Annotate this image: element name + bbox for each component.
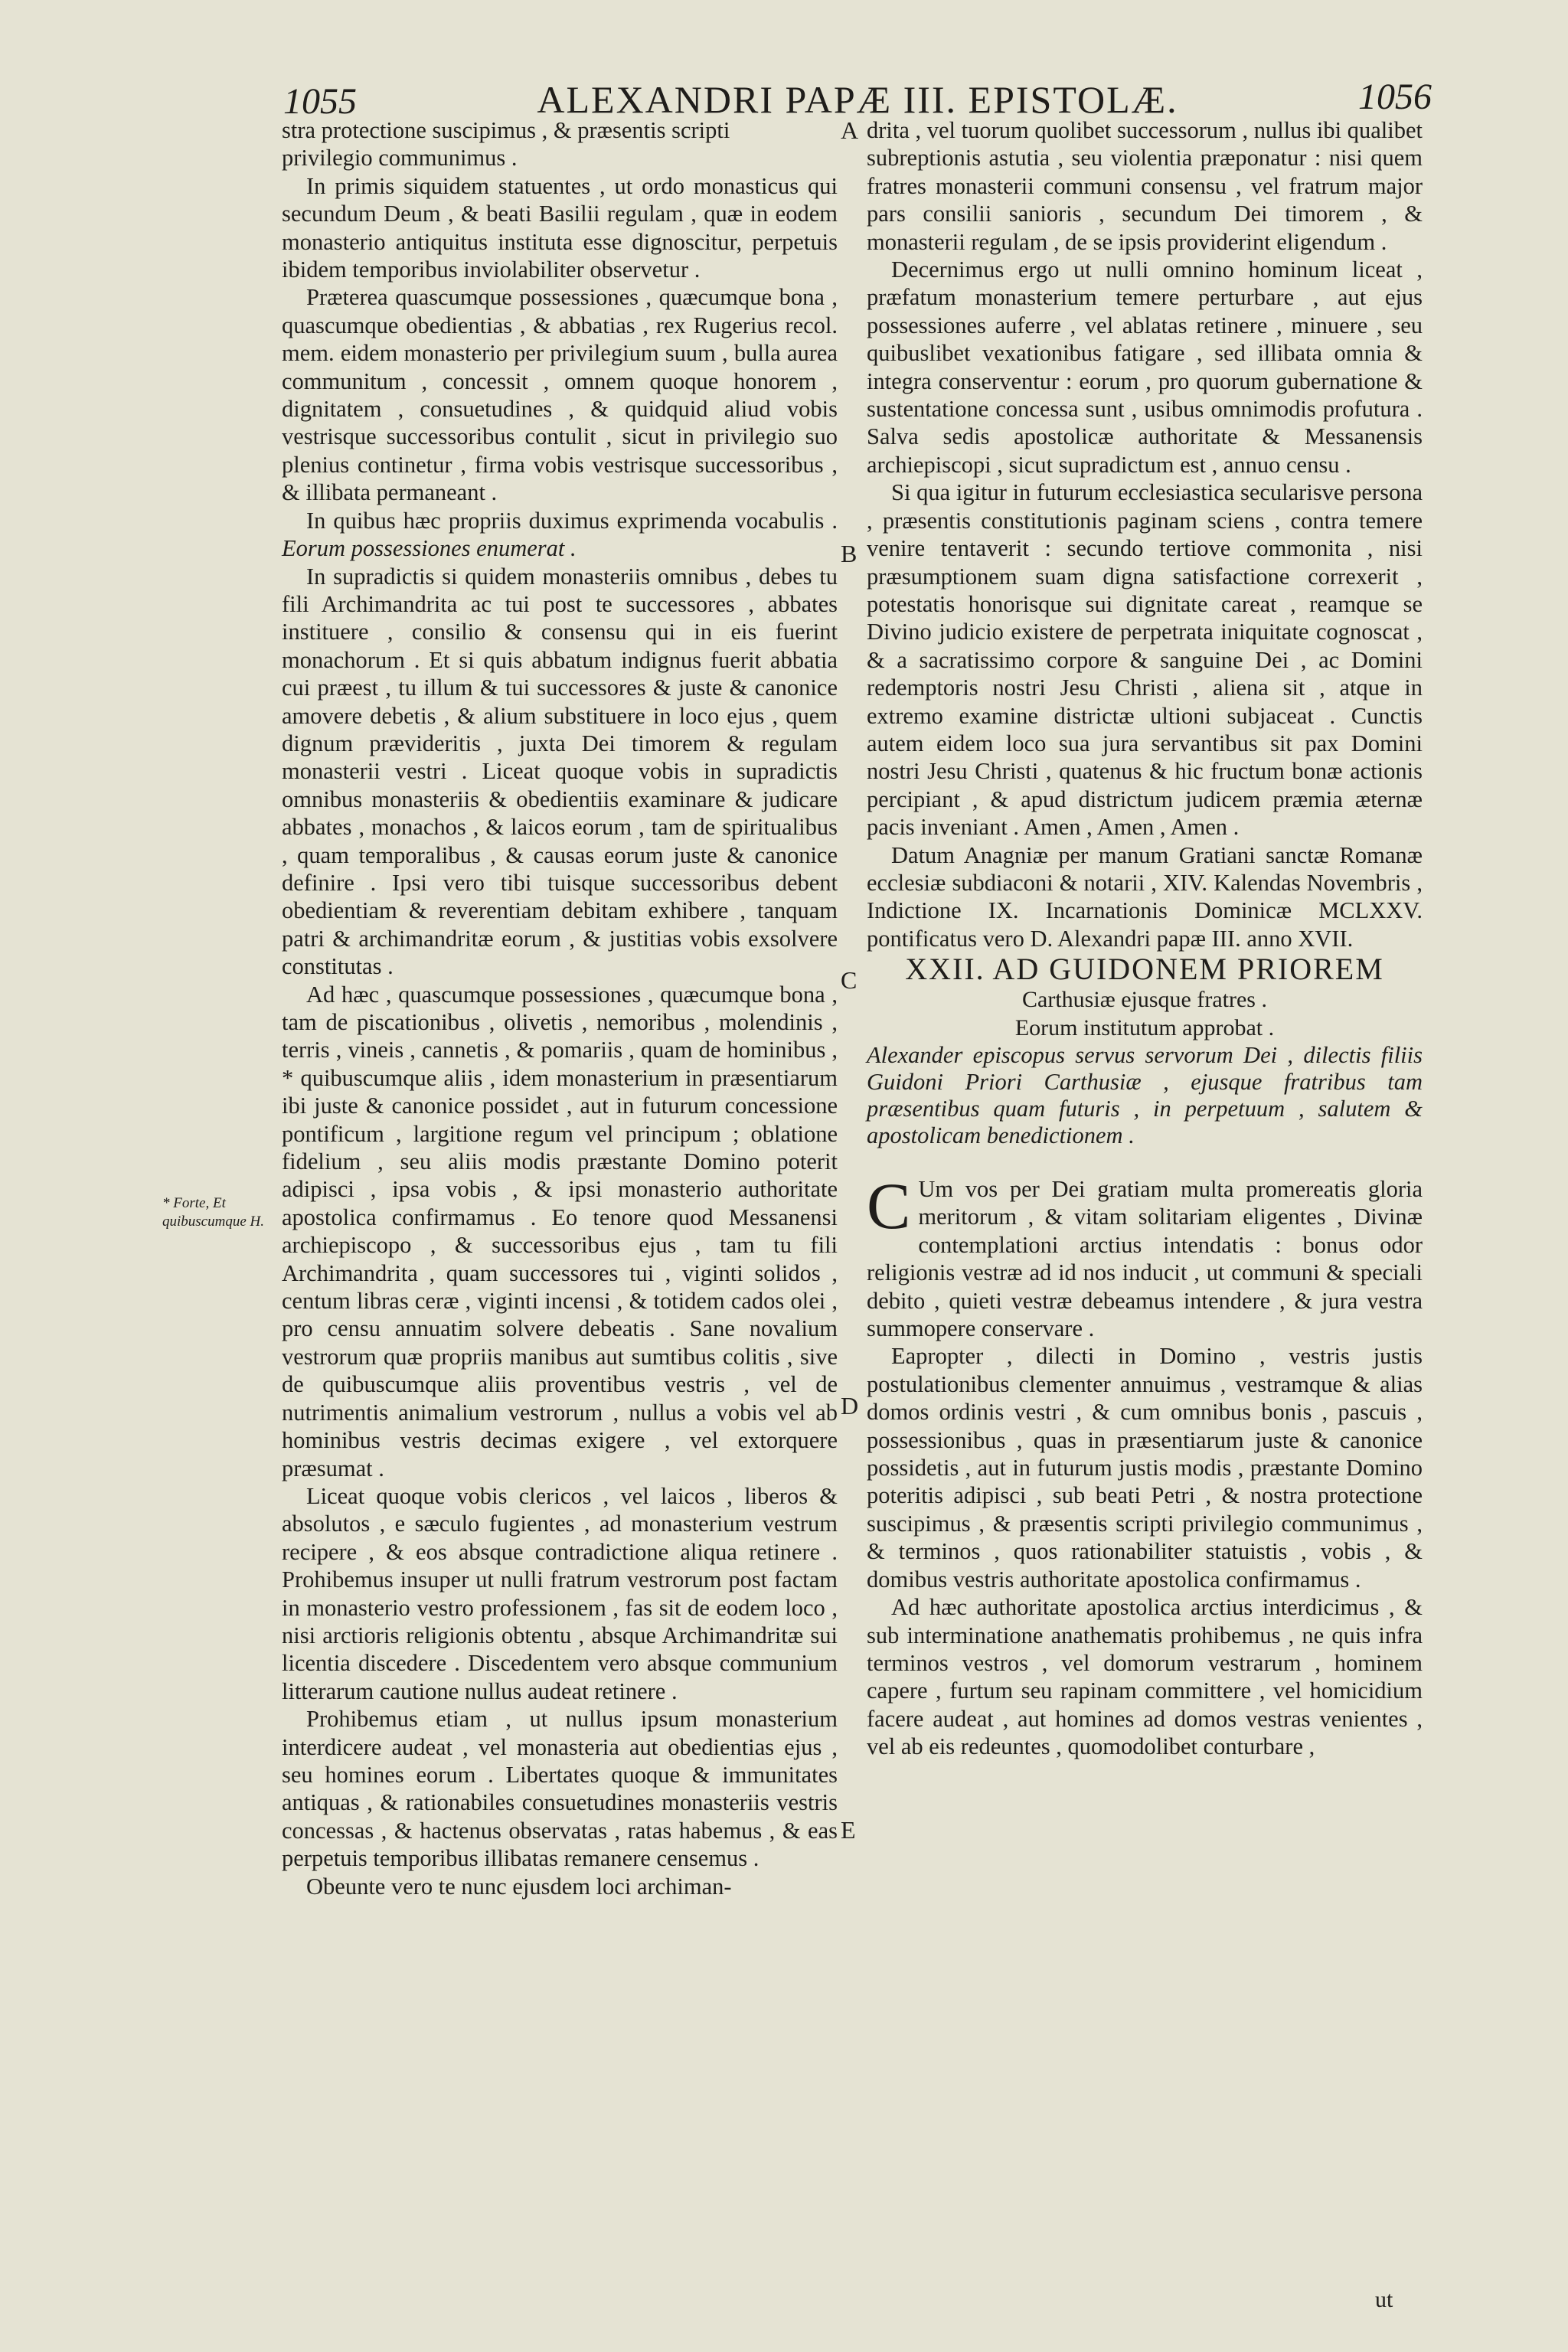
paragraph: Ad hæc , quascumque possessiones , quæcumque bona , tam de piscationibus , olivetis , nemoribus , molendinis , terris , vineis , cannetis , & pomariis , quam de hominibus , * quibuscumque aliis , idem monasterium in præsentiarum ibi juste & canonice possidet , aut in futurum concessione pontificum , largitione regum vel principum ; oblatione fidelium , seu aliis modis præstante Domino poterit adipisci , ipsa vobis , & ipsi monasterio authoritate apostolica confirmamus . Eo tenore quod Messanensi archiepiscopo , & successoribus ejus , tam tu fili Archimandrita , quam successores tui , viginti solidos , centum libras ceræ , viginti incensi , & totidem cados olei , pro censu annuatim solvere debeatis . Sane novalium vestrorum quæ propriis manibus aut sumtibus colitis , sive de quibuscumque aliis proventibus vestris , vel de nutrimentis animalium vestrorum , nullus a vobis vel ab hominibus vestris decimas exigere , vel extorquere præsumat .: [282, 981, 838, 1481]
paragraph: drita , vel tuorum quolibet successorum , nullus ibi qualibet subreptionis astutia , seu violentia præponatur : nisi quem fratres monasterii communi consensu , vel fratrum major pars consilii sanioris , secundum Dei timorem , & monasterii regulam , de se ipsis providerint eligendum .: [867, 117, 1423, 255]
dating-clause: Datum Anagniæ per manum Gratiani sanctæ Romanæ ecclesiæ subdiaconi & notarii , XIV. Kalendas Novembris , Indictione IX. Incarnationis Dominicæ MCLXXV. pontificatus vero D. Alexandri papæ III. anno XVII.: [867, 841, 1423, 952]
salutation: Alexander episcopus servus servorum Dei , dilectis filiis Guidoni Priori Carthusiæ , ejusque fratribus tam præsentibus quam futuris , in perpetuum , salutem & apostolicam benedictionem .: [867, 1042, 1423, 1148]
paragraph: stra protectione suscipimus , & præsentis scripti: [282, 117, 730, 143]
paragraph: In primis siquidem statuentes , ut ordo monasticus qui secundum Deum , & beati Basilii regulam , quæ in eodem monasterio antiquitus instituta esse dignoscitur, perpetuis ibidem temporibus inviolabiliter observetur .: [282, 172, 838, 283]
catchword: ut: [1375, 2287, 1393, 2312]
paragraph-text: Um vos per Dei gratiam multa promereatis gloria meritorum , & vitam solitariam eligentes , Divinæ contemplationi arctius intendatis : bonus odor religionis vestræ ad id nos inducit , ut communi & speciali debito , quieti vestræ debeamus intendere , & jura vestra summopere conservare .: [867, 1176, 1423, 1342]
page-number-right: 1056: [1358, 77, 1432, 117]
paragraph: In supradictis si quidem monasteriis omnibus , debes tu fili Archimandrita ac tui post te successores , abbates instituere , consilio & consensu qui in eis fuerint monachorum . Et si quis abbatum indignus fuerit abbatia cui præest , tu illum & tui successores & juste & canonice amovere debetis , & alium substituere in loco ejus , quem dignum prævideritis , juxta Dei timorem & regulam monasterii vestri . Liceat quoque vobis in supradictis omnibus monasteriis & obedientiis examinare & judicare abbates , monachos , & laicos eorum , tam de spiritualibus , quam temporalibus , & causas eorum juste & canonice definire . Ipsi vero tibi tuisque successoribus debent obedientiam & reverentiam debitam exhibere , tanquam patri & archimandritæ eorum , & justitias vobis exsolvere constitutas .: [282, 563, 838, 980]
paragraph: Eapropter , dilecti in Domino , vestris justis postulationibus clementer annuimus , vestramque & alias domos ordinis vestri , & cum omnibus bonis , pascuis , possessionibus , quas in præsentiarum juste & canonice possidetis , aut in futurum justis modis , præstante Domino poteritis adipisci , sub beati Petri , & nostra protectione suscipimus , & præsentis scripti privilegio communimus , & terminos , quos rationabiliter statuistis , vobis , & domibus vestris authoritate apostolica confirmamus .: [867, 1343, 1423, 1592]
running-title: ALEXANDRI PAPÆ III. EPISTOLÆ.: [537, 78, 1178, 121]
left-column: [282, 116, 838, 1900]
marginal-note: * Forte, Et quibuscumque H.: [162, 1195, 264, 1230]
paragraph: privilegio communimus .: [282, 145, 518, 172]
right-column: [867, 116, 1423, 1761]
paragraph: Decernimus ergo ut nulli omnino hominum liceat , præfatum monasterium temere perturbare , aut ejus possessiones auferre , vel ablatas retinere , minuere , seu quibuslibet vexationibus fatigare , sed illibata omnia & integra conserventur : eorum , pro quorum gubernatione & sustentatione concessa sunt , usibus omnimodis profutura . Salva sedis apostolicæ authoritate & Messanensis archiepiscopi , sicut supradictum est , annuo censu .: [867, 256, 1423, 478]
letter-subheading: Carthusiæ ejusque fratres .: [1022, 987, 1267, 1013]
margin-letter-b: B: [841, 540, 858, 567]
paragraph: Liceat quoque vobis clericos , vel laicos , liberos & absolutos , e sæculo fugientes , ad monasterium vestrum recipere , & eos absque contradictione aliqua retinere . Prohibemus insuper ut nulli fratrum vestrorum post factam in monasterio vestro professionem , fas sit de eodem loco , nisi arctioris religionis obtentu , absque Archimandritæ sui licentia discedere . Discedentem vero absque communium litterarum cautione nullus audeat retinere .: [282, 1482, 838, 1704]
paragraph: Prohibemus etiam , ut nullus ipsum monasterium interdicere audeat , vel monasteria aut obedientias ejus , seu homines eorum . Libertates quoque & immunitates antiquas , & rationabiles consuetudines monasteriis vestris concessas , & hactenus observatas , ratas habemus , & eas perpetuis temporibus illibatas remanere censemus .: [282, 1706, 838, 1872]
letter-heading: XXII. AD GUIDONEM PRIOREM: [905, 952, 1384, 987]
margin-letter-a: A: [841, 116, 859, 144]
margin-letter-c: C: [841, 966, 858, 994]
margin-letter-d: D: [841, 1392, 859, 1419]
paragraph: Si qua igitur in futurum ecclesiastica secularisve persona , præsentis constitutionis paginam sciens , contra temere venire tentaverit : secundo tertiove commonita , nisi præsumptionem suam digna satisfactione correxerit , potestatis honorisque sui dignitate careat , reamque se Divino judicio existere de perpetrata iniquitate cognoscat , & a sacratissimo corpore & sanguine Dei , ac Domini redemptoris nostri Jesu Christi , aliena sit , atque in extremo examine districtæ ultioni subjaceat . Cunctis autem eidem loco sua jura servantibus sit pax Domini nostri Jesu Christi , quatenus & hic fructum bonæ actionis percipiant , & apud districtum judicem præmia æternæ pacis inveniant . Amen , Amen , Amen .: [867, 479, 1423, 841]
paragraph: [867, 1169, 1423, 1342]
drop-cap: C: [867, 1169, 911, 1243]
summary-note: Eorum possessiones enumerat .: [282, 535, 577, 562]
margin-letter-e: E: [841, 1816, 856, 1844]
paragraph: Obeunte vero te nunc ejusdem loci archiman-: [306, 1873, 732, 1900]
paragraph: Præterea quascumque possessiones , quæcumque bona , quascumque obedientias , & abbatias , rex Rugerius recol. mem. eidem monasterio per privilegium suum , bulla aurea communitum , concessit , omnem quoque honorem , dignitatem , consuetudines , & quidquid aliud vobis vestrisque successoribus contulit , sicut in privilegio suo plenius continetur , firma vobis vestrisque successoribus , & illibata permaneant .: [282, 284, 838, 506]
paragraph: Ad hæc authoritate apostolica arctius interdicimus , & sub interminatione anathematis prohibemus , ne quis infra terminos vestros , vel domorum vestrarum , hominem capere , furtum seu rapinam committere , vel homicidium facere audeat , aut homines ad domos vestras venientes , vel ab eis redeuntes , quomodolibet conturbare ,: [867, 1594, 1423, 1760]
page-number-left: 1055: [283, 81, 357, 122]
paragraph: [282, 507, 838, 563]
letter-summary: Eorum institutum approbat .: [1014, 1014, 1275, 1040]
paragraph-text: In quibus hæc propriis duximus exprimenda vocabulis .: [306, 507, 838, 534]
